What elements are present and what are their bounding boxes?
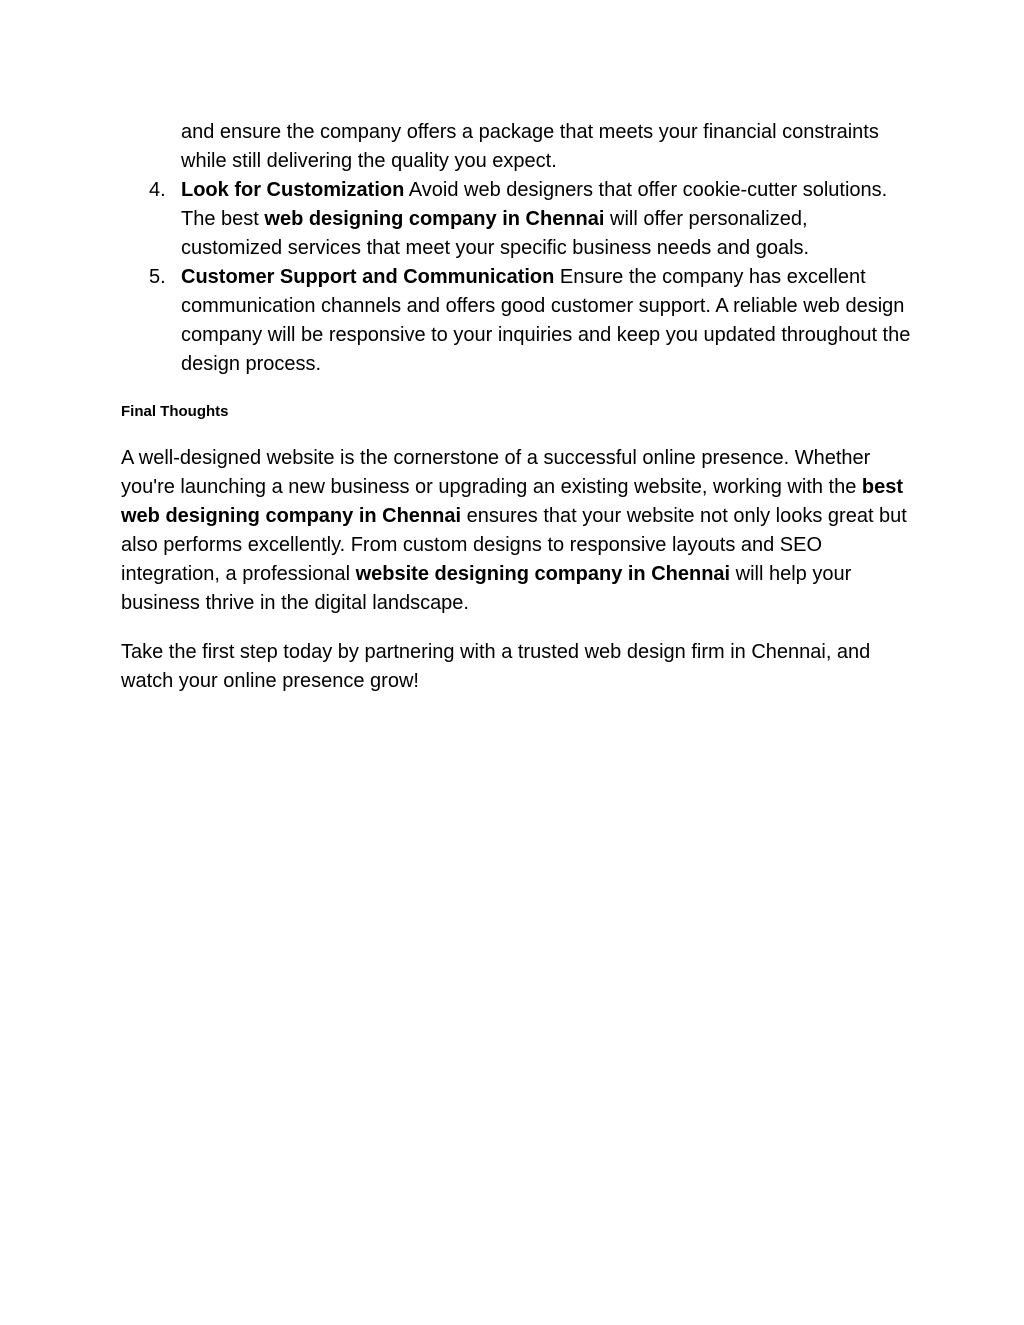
- list-item-support: [121, 263, 911, 379]
- keyword-link-text: web designing company in Chennai: [264, 208, 605, 230]
- list-number: 5.: [149, 266, 166, 288]
- paragraph-text: will help your business thrive in the digital landscape.: [121, 563, 852, 614]
- final-thoughts-paragraph-2: Take the first step today by partnering with a trusted web design firm in Chennai, and watch your online presence grow!: [121, 641, 871, 692]
- tips-list: [121, 176, 911, 379]
- list-item-text: Ensure the company has excellent communication channels and offers good customer support. A reliable web design company will be responsive to your inquiries and keep you updated throughout the design process.: [181, 266, 911, 375]
- list-item-text: will offer personalized, customized services that meet your specific business needs and goals.: [181, 208, 810, 259]
- keyword-text: website designing company in Chennai: [355, 563, 731, 585]
- list-item-customization: [121, 176, 911, 263]
- continued-paragraph: and ensure the company offers a package that meets your financial constraints while still delivering the quality you expect.: [181, 121, 879, 172]
- paragraph-text: A well-designed website is the cornerstone of a successful online presence. Whether you're launching a new business or upgrading an existing website, working with the: [121, 447, 871, 498]
- list-item-title: Look for Customization: [181, 179, 405, 201]
- final-thoughts-paragraph-1: [121, 444, 911, 618]
- section-heading: Final Thoughts: [121, 403, 229, 420]
- list-item-title: Customer Support and Communication: [181, 266, 555, 288]
- document-content: [121, 118, 911, 696]
- list-item-text: Avoid web designers that offer cookie-cutter solutions. The best: [181, 179, 888, 230]
- keyword-text: best web designing company in Chennai: [121, 476, 904, 527]
- list-number: 4.: [149, 179, 166, 201]
- paragraph-text: ensures that your website not only looks great but also performs excellently. From custom designs to responsive layouts and SEO integration, a professional: [121, 505, 907, 585]
